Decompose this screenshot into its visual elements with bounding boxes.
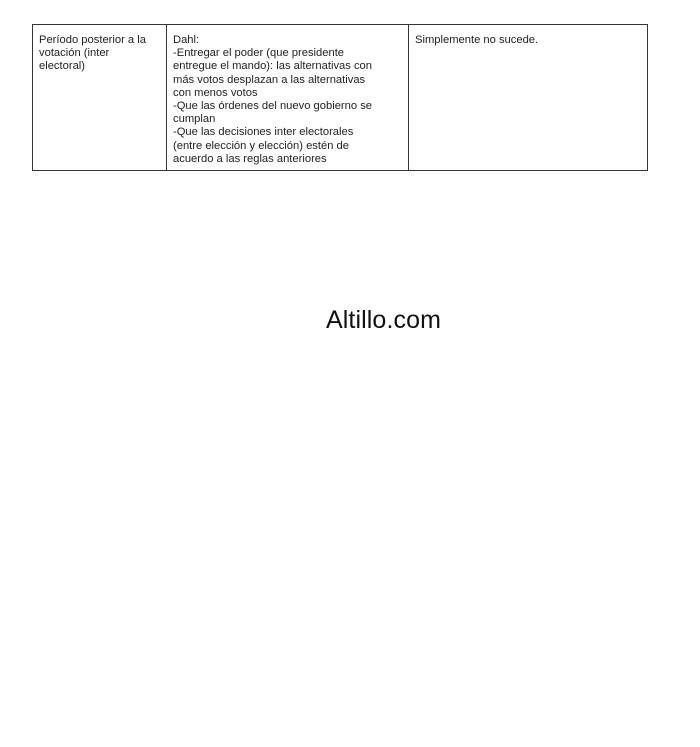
cell-text-line: -Que las órdenes del nuevo gobierno se — [173, 100, 373, 113]
cell-text-line: acuerdo a las reglas anteriores — [173, 152, 327, 165]
cell-text-line: Simplemente no sucede. — [415, 34, 539, 46]
cell-text-line: votación (inter — [39, 47, 110, 60]
cell-text-line: -Entregar el poder (que presidente — [173, 47, 345, 60]
cell-text-line: Período posterior a la — [39, 34, 146, 46]
watermark-text: Altillo.com — [326, 306, 442, 334]
table-cell-dahl — [167, 25, 409, 171]
cell-text-line: entregue el mando): las alternativas con — [173, 60, 373, 73]
cell-text-line: -Que las decisiones inter electorales — [173, 126, 354, 139]
table-cell-outcome — [409, 25, 648, 171]
document-table — [32, 24, 648, 171]
cell-text-line: cumplan — [173, 113, 216, 126]
cell-text-line: (entre elección y elección) estén de — [173, 139, 349, 152]
table-cell-period — [33, 25, 167, 171]
cell-text-line: electoral) — [39, 60, 86, 73]
cell-text-line: Dahl: — [173, 34, 200, 46]
cell-text-line: con menos votos — [173, 86, 258, 99]
table-row — [33, 25, 648, 171]
cell-text-line: más votos desplazan a las alternativas — [173, 73, 366, 86]
